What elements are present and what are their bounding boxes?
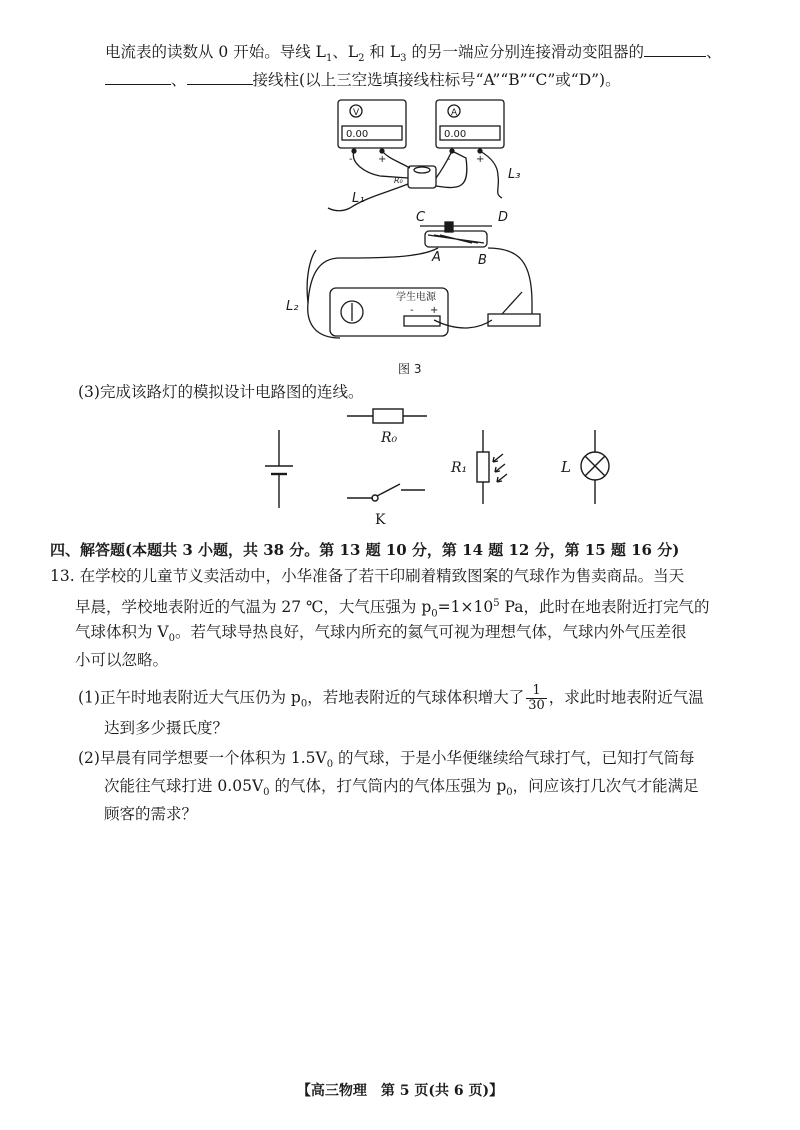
ammeter-minus-label: - — [447, 154, 451, 165]
text: 和 L — [364, 43, 401, 61]
switch-blade — [377, 484, 400, 496]
q13-line1: 13. 在学校的儿童节义卖活动中，小华准备了若干印刷着精致图案的气球作为售卖商品。当天 — [50, 567, 685, 585]
r1-resistor — [477, 452, 489, 482]
text: 接线柱(以上三空选填接线柱标号“A”“B”“C”或“D”)。 — [252, 71, 621, 89]
text: 电流表的读数从 0 开始。导线 L — [105, 43, 326, 61]
q13-line4: 小可以忽略。 — [75, 651, 169, 669]
section-4-heading: 四、解答题(本题共 3 小题，共 38 分。第 13 题 10 分，第 14 题 12 分，第 15 题 16 分) — [50, 541, 680, 559]
q13-line2 — [75, 594, 710, 624]
fraction-one-thirtieth — [526, 684, 547, 713]
q13-part2-line3: 顾客的需求？ — [104, 805, 198, 823]
q13-part2-line2 — [104, 776, 699, 803]
text: ，求此时地表附近气温 — [548, 688, 704, 707]
q13-part2-line1 — [78, 748, 695, 775]
l1-label: L₁ — [352, 191, 365, 206]
wire — [488, 248, 532, 314]
r1-symbol-label: R₁ — [451, 460, 468, 476]
text: ，问应该打几次气才能满足 — [512, 777, 699, 795]
text: (2)早晨有同学想要一个体积为 1.5V — [78, 749, 327, 767]
wire-l1 — [328, 184, 408, 211]
r0-resistor — [373, 409, 403, 423]
text: (1)正午时地表附近大气压仍为 p — [78, 688, 301, 707]
text: 、 — [705, 43, 722, 61]
subscript: 0 — [168, 633, 175, 645]
figure-3-caption: 图 3 — [398, 362, 422, 376]
page-footer: 【高三物理 第 5 页(共 6 页)】 — [296, 1083, 504, 1099]
text: 气球体积为 V — [75, 623, 169, 641]
voltmeter-body — [338, 100, 406, 148]
text: ，若地表附近的气球体积增大了 — [307, 688, 525, 707]
text: 的另一端应分别连接滑动变阻器的 — [406, 43, 644, 61]
ammeter-symbol: A — [451, 108, 458, 118]
lamp-symbol-label: L — [561, 458, 571, 476]
voltmeter-minus-label: - — [349, 154, 353, 165]
superscript: 5 — [493, 598, 500, 609]
r0-label: R₀ — [394, 176, 403, 185]
text: 。若气球导热良好，气球内所充的氦气可视为理想气体，气球内外气压差很 — [175, 623, 687, 641]
text: 的气球，于是小华便继续给气球打气，已知打气筒每 — [333, 749, 695, 767]
subscript: 0 — [263, 787, 270, 799]
wire — [436, 151, 467, 188]
voltmeter-reading: 0.00 — [346, 129, 369, 140]
r0-resistor-body — [408, 166, 436, 188]
circuit-components — [255, 400, 625, 530]
subscript: 0 — [431, 608, 438, 620]
subscript: 3 — [400, 53, 407, 65]
q13-line3 — [75, 622, 687, 649]
figure-3-apparatus — [270, 98, 560, 356]
ammeter-body — [436, 100, 504, 148]
answer-blank-2[interactable] — [105, 70, 171, 85]
text: 早晨，学校地表附近的气温为 27 ℃，大气压强为 p — [75, 598, 432, 617]
power-plus-label: + — [430, 305, 439, 316]
q12-part3: (3)完成该路灯的模拟设计电路图的连线。 — [78, 383, 364, 401]
q12-text-line1 — [105, 42, 721, 69]
subscript: 2 — [358, 53, 365, 65]
text: Pa，此时在地表附近打完气的 — [499, 598, 710, 617]
r0-resistor-top — [414, 167, 430, 173]
text: 次能往气球打进 0.05V — [104, 777, 264, 795]
power-supply-label: 学生电源 — [396, 292, 436, 303]
numerator: 1 — [526, 684, 547, 699]
switch-lever — [502, 292, 522, 314]
terminal-b-label: B — [478, 253, 487, 268]
answer-blank-1[interactable] — [644, 42, 706, 57]
denominator: 30 — [528, 698, 545, 713]
text: 的气体，打气筒内的气体压强为 p — [269, 777, 507, 795]
ammeter-reading: 0.00 — [444, 129, 467, 140]
l2-label: L₂ — [286, 299, 299, 314]
rheostat-slider — [445, 222, 453, 232]
switch-symbol-label: K — [375, 512, 386, 528]
text: =1×10 — [437, 598, 494, 617]
text: 、L — [332, 43, 359, 61]
q13-part1-line2: 达到多少摄氏度？ — [104, 719, 229, 737]
wire — [434, 320, 492, 328]
subscript: 0 — [326, 759, 334, 771]
ammeter-plus-label: + — [476, 154, 485, 165]
answer-blank-3[interactable] — [187, 70, 253, 85]
terminal-a-label: A — [432, 250, 441, 265]
voltmeter-plus-label: + — [378, 154, 387, 165]
power-minus-label: - — [410, 305, 414, 316]
terminal-c-label: C — [416, 210, 426, 225]
rheostat-winding — [428, 235, 484, 243]
q13-part1-line1 — [78, 684, 704, 715]
r0-symbol-label: R₀ — [381, 430, 398, 446]
q12-text-line2 — [105, 70, 621, 90]
l3-label: L₃ — [508, 167, 521, 182]
voltmeter-symbol: V — [353, 108, 360, 118]
subscript: 0 — [300, 698, 308, 710]
terminal-d-label: D — [498, 210, 509, 225]
switch-base — [488, 314, 540, 326]
subscript: 0 — [506, 787, 513, 799]
text: 、 — [171, 71, 187, 89]
subscript: 1 — [325, 53, 333, 65]
